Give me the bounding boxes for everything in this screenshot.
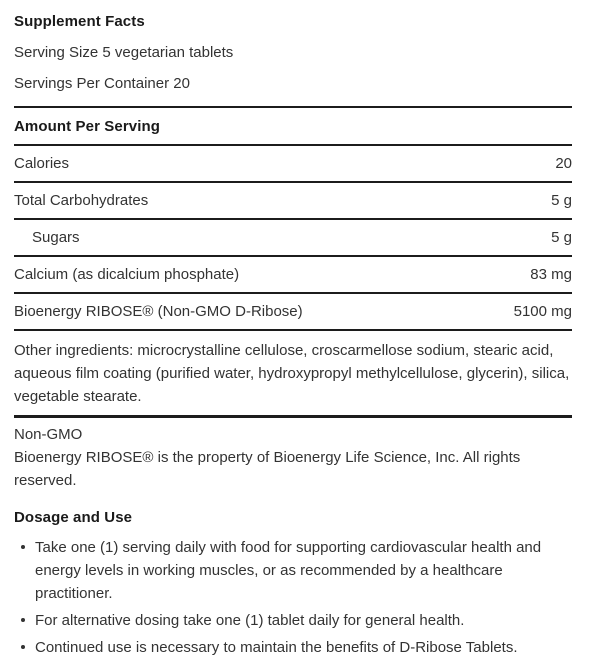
table-row — [14, 257, 572, 292]
supplement-facts-title-row — [14, 0, 572, 31]
other-ingredients-text: Other ingredients: microcrystalline cellulose, croscarmellose sodium, stearic acid, aqueous film coating (purified water, hydroxypropyl methylcellulose, glycerin), silica, vegetable stearate. — [14, 342, 570, 405]
list-item-text: For alternative dosing take one (1) tablet daily for general health. — [35, 612, 465, 629]
nutrient-name: Sugars — [32, 229, 80, 246]
serving-size-row — [14, 31, 572, 62]
list-item — [14, 636, 572, 660]
nutrient-name: Total Carbohydrates — [14, 192, 149, 209]
list-item — [14, 609, 572, 633]
dosage-and-use-heading: Dosage and Use — [14, 509, 133, 526]
nutrient-amount: 5100 mg — [513, 303, 572, 320]
table-row — [14, 220, 572, 255]
nutrient-name: Calories — [14, 155, 70, 172]
servings-per-container-text: Servings Per Container 20 — [14, 75, 190, 92]
bullet-icon — [21, 645, 25, 649]
table-row — [14, 146, 572, 181]
nutrient-amount: 5 g — [551, 229, 572, 246]
nutrient-amount: 20 — [555, 155, 572, 172]
amount-per-serving-header-row — [14, 108, 572, 144]
dosage-heading-row — [14, 492, 572, 527]
nutrient-name: Bioenergy RIBOSE® (Non-GMO D-Ribose) — [14, 303, 303, 320]
servings-per-container-row — [14, 62, 572, 93]
nutrient-name: Calcium (as dicalcium phosphate) — [14, 266, 240, 283]
amount-per-serving-label: Amount Per Serving — [14, 118, 160, 135]
table-row — [14, 183, 572, 218]
list-item — [14, 536, 572, 606]
list-item-text: Take one (1) serving daily with food for supporting cardiovascular health and energy levels in working muscles, or as recommended by a healthcare practitioner. — [35, 539, 542, 602]
page-title: Supplement Facts — [14, 13, 145, 30]
dosage-list — [14, 536, 572, 660]
non-gmo-block — [14, 418, 572, 492]
table-row — [14, 294, 572, 329]
nutrient-amount: 5 g — [551, 192, 572, 209]
list-item-text: Continued use is necessary to maintain the benefits of D-Ribose Tablets. — [35, 639, 518, 656]
non-gmo-label: Non-GMO — [14, 426, 83, 443]
bullet-icon — [21, 545, 25, 549]
bullet-icon — [21, 618, 25, 622]
serving-size-text: Serving Size 5 vegetarian tablets — [14, 44, 234, 61]
trademark-notice: Bioenergy RIBOSE® is the property of Bioenergy Life Science, Inc. All rights reserved. — [14, 449, 521, 489]
nutrient-amount: 83 mg — [530, 266, 572, 283]
